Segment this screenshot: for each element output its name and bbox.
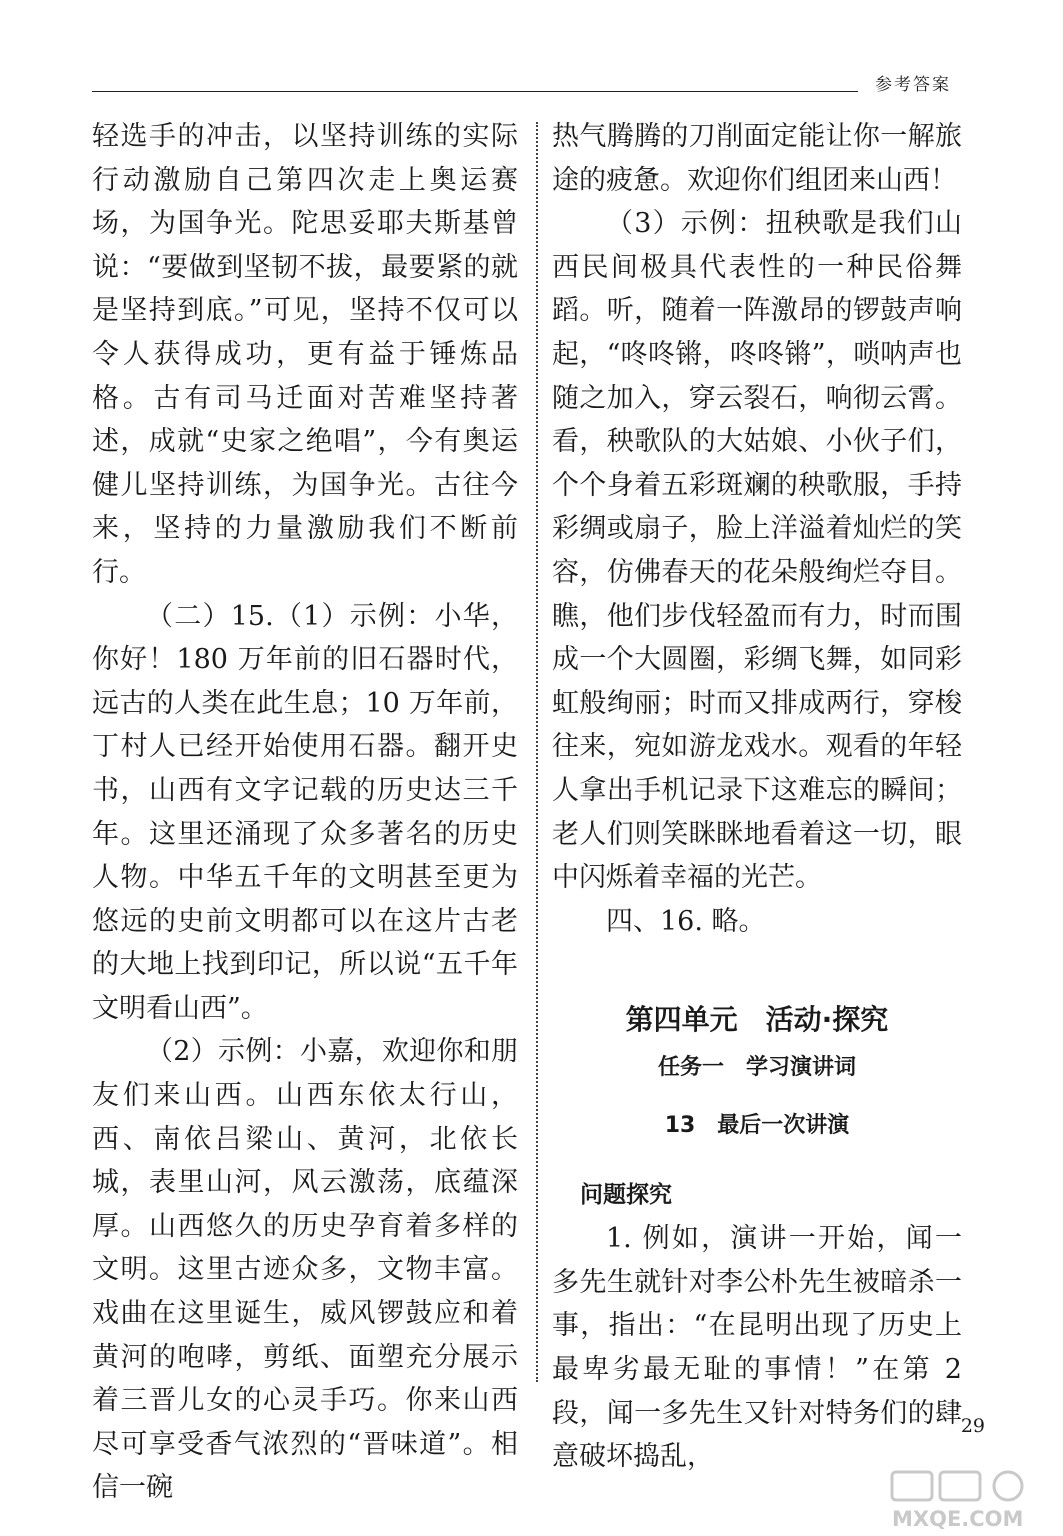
header-rule <box>92 91 858 92</box>
paragraph-answer-15-1: （二）15.（1）示例：小华，你好！180 万年前的旧石器时代，远古的人类在此生息；10 万年前，丁村人已经开始使用石器。翻开史书，山西有文字记载的历史达三千年。这里还涌现了众多著名的历史人物。中华五千年的文明甚至更为悠远的史前文明都可以在这片古老的大地上找到印记，所以说“五千年文明看山西”。 <box>92 600 518 1024</box>
paragraph-answer-15-2: （2）示例：小嘉，欢迎你和朋友们来山西。山西东依太行山，西、南依吕梁山、黄河，北依长城，表里山河，风云激荡，底蕴深厚。山西悠久的历史孕育着多样的文明。这里古迹众多，文物丰富。戏曲在这里诞生，威风锣鼓应和着黄河的咆哮，剪纸、面塑充分展示着三晋儿女的心灵手巧。你来山西尽可享受香气浓烈的“晋味道”。相信一碗 <box>92 1036 518 1504</box>
paragraph-continuation: 轻选手的冲击，以坚持训练的实际行动激励自己第四次走上奥运赛场，为国争光。陀思妥耶夫斯基曾说：“要做到坚韧不拔，最要紧的就是坚持到底。”可见，坚持不仅可以令人获得成功，更有益于锤炼品格。古有司马迁面对苦难坚持著述，成就“史家之绝唱”，今有奥运健儿坚持训练，为国争光。古往今来，坚持的力量激励我们不断前行。 <box>92 121 518 588</box>
right-column <box>552 115 962 1479</box>
watermark-logo <box>888 1470 1038 1532</box>
paragraph-continuation-right: 热气腾腾的刀削面定能让你一解旅途的疲惫。欢迎你们组团来山西！ <box>552 121 962 196</box>
paragraph-answer-16: 四、16. 略。 <box>606 905 766 937</box>
header-label: 参考答案 <box>875 75 951 95</box>
unit-title: 第四单元 活动·探究 <box>625 1003 889 1037</box>
paragraph-answer-15-3: （3）示例：扭秧歌是我们山西民间极具代表性的一种民俗舞蹈。听，随着一阵激昂的锣鼓声响起，“咚咚锵，咚咚锵”，唢呐声也随之加入，穿云裂石，响彻云霄。看，秧歌队的大姑娘、小伙子们，个个身着五彩斑斓的秧歌服，手持彩绸或扇子，脸上洋溢着灿烂的笑容，仿佛春天的花朵般绚烂夺目。瞧，他们步伐轻盈而有力，时而围成一个大圆圈，彩绸飞舞，如同彩虹般绚丽；时而又排成两行，穿梭往来，宛如游龙戏水。观看的年轻人拿出手机记录下这难忘的瞬间；老人们则笑眯眯地看着这一切，眼中闪烁着幸福的光芒。 <box>552 208 962 894</box>
watermark-text: MXQE.COM <box>892 1507 1024 1531</box>
task-title: 任务一 学习演讲词 <box>657 1055 856 1081</box>
page-number: 29 <box>960 1415 985 1437</box>
left-column <box>92 115 518 1510</box>
watermark-stamp-icon <box>892 1472 1022 1500</box>
column-divider <box>536 122 538 1382</box>
paragraph-question-1: 1. 例如，演讲一开始，闻一多先生就针对李公朴先生被暗杀一事，指出：“在昆明出现了历史上最卑劣最无耻的事情！”在第 2 段，闻一多先生又针对特务们的肆意破坏捣乱， <box>552 1223 962 1473</box>
section-heading: 问题探究 <box>580 1182 672 1209</box>
lesson-title: 13 最后一次讲演 <box>664 1113 850 1139</box>
